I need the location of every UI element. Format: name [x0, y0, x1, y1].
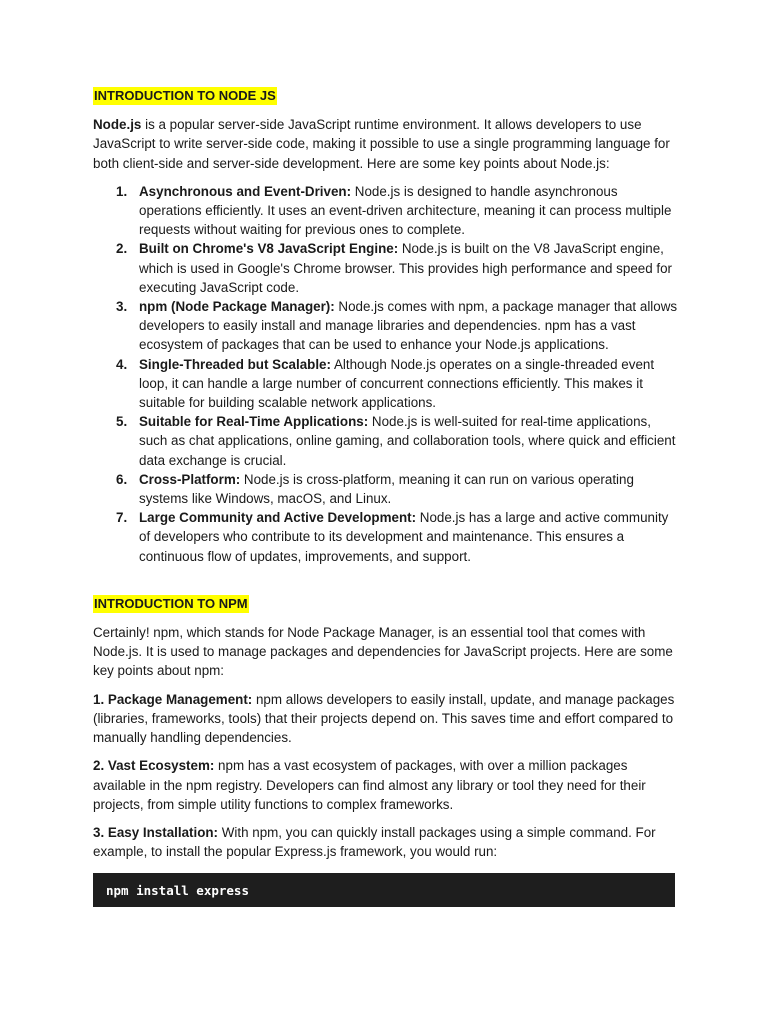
list-item-title: Built on Chrome's V8 JavaScript Engine:	[139, 241, 399, 257]
list-item-text: Node.js is built on the V8 JavaScript engine, which is used in Google's Chrome browser. This provides high performance and speed for executing JavaScript code.	[139, 241, 673, 295]
npm-section-heading: INTRODUCTION TO NPM	[94, 595, 248, 611]
code-block	[93, 873, 675, 907]
npm-point-text: npm has a vast ecosystem of packages, with over a million packages available in the npm registry. Developers can find almost any library or tool they need for their projects, from simple utility functions to complex frameworks.	[93, 758, 646, 812]
nodejs-heading-row	[93, 86, 678, 105]
list-item	[116, 182, 678, 240]
list-item-number: 1.	[116, 183, 128, 199]
list-item-text: Node.js is cross-platform, meaning it can run on various operating systems like Windows, macOS, and Linux.	[139, 471, 634, 507]
document-page	[93, 86, 678, 907]
npm-point-easy-installation	[93, 823, 678, 861]
list-item-number: 2.	[116, 241, 128, 257]
list-item-number: 7.	[116, 510, 128, 526]
npm-section	[93, 594, 678, 907]
npm-point-text: npm allows developers to easily install, update, and manage packages (libraries, frameworks, tools) that their projects depend on. This saves time and effort compared to manually handling dependencies.	[93, 691, 675, 746]
list-item-number: 5.	[116, 414, 128, 430]
npm-point-package-management	[93, 690, 678, 748]
list-item-text: Node.js is designed to handle asynchronous operations efficiently. It uses an event-driven architecture, meaning it can process multiple requests without waiting for previous ones to complete.	[139, 183, 672, 238]
list-item	[116, 470, 678, 508]
npm-point-vast-ecosystem	[93, 756, 678, 814]
npm-heading-row	[93, 594, 678, 613]
npm-point-title: 3. Easy Installation:	[93, 824, 219, 840]
list-item	[116, 355, 678, 413]
list-item-title: Suitable for Real-Time Applications:	[139, 414, 369, 430]
npm-point-title: 2. Vast Ecosystem:	[93, 758, 215, 774]
nodejs-intro-bold: Node.js	[93, 117, 142, 133]
npm-point-title: 1. Package Management:	[93, 691, 253, 707]
nodejs-key-points-list	[93, 182, 678, 566]
list-item	[116, 412, 678, 470]
list-item-number: 6.	[116, 471, 128, 487]
nodejs-section-heading: INTRODUCTION TO NODE JS	[94, 88, 276, 103]
list-item	[116, 297, 678, 355]
install-command: npm install express	[106, 882, 249, 898]
list-item-title: Single-Threaded but Scalable:	[139, 356, 331, 372]
list-item-title: Cross-Platform:	[139, 471, 241, 487]
list-item-title: npm (Node Package Manager):	[139, 299, 335, 315]
npm-intro-paragraph: Certainly! npm, which stands for Node Package Manager, is an essential tool that comes with Node.js. It is used to manage packages and dependencies for JavaScript projects. Here are some key points about npm:	[93, 625, 673, 679]
list-item-text: Node.js comes with npm, a package manager that allows developers to easily install and manage libraries and dependencies. npm has a vast ecosystem of packages that can be used to enhance your Node.js applications.	[139, 299, 678, 353]
list-item-title: Asynchronous and Event-Driven:	[139, 183, 352, 199]
nodejs-intro-text: is a popular server-side JavaScript runtime environment. It allows developers to use JavaScript to write server-side code, making it possible to use a single programming language for both client-side and server-side development. Here are some key points about Node.js:	[93, 117, 670, 171]
npm-point-text: With npm, you can quickly install packages using a simple command. For example, to install the popular Express.js framework, you would run:	[93, 824, 656, 860]
list-item-text: Although Node.js operates on a single-threaded event loop, it can handle a large number of concurrent connections efficiently. This makes it suitable for building scalable network applications.	[139, 356, 655, 411]
list-item-title: Large Community and Active Development:	[139, 510, 417, 526]
list-item	[116, 508, 678, 566]
list-item-number: 3.	[116, 299, 128, 315]
list-item	[116, 239, 678, 297]
list-item-number: 4.	[116, 356, 128, 372]
nodejs-intro-paragraph	[93, 115, 678, 173]
list-item-text: Node.js is well-suited for real-time applications, such as chat applications, online gaming, and collaboration tools, where quick and efficient data exchange is crucial.	[139, 414, 676, 468]
list-item-text: Node.js has a large and active community of developers who contribute to its development and maintenance. This ensures a continuous flow of updates, improvements, and support.	[139, 510, 669, 564]
